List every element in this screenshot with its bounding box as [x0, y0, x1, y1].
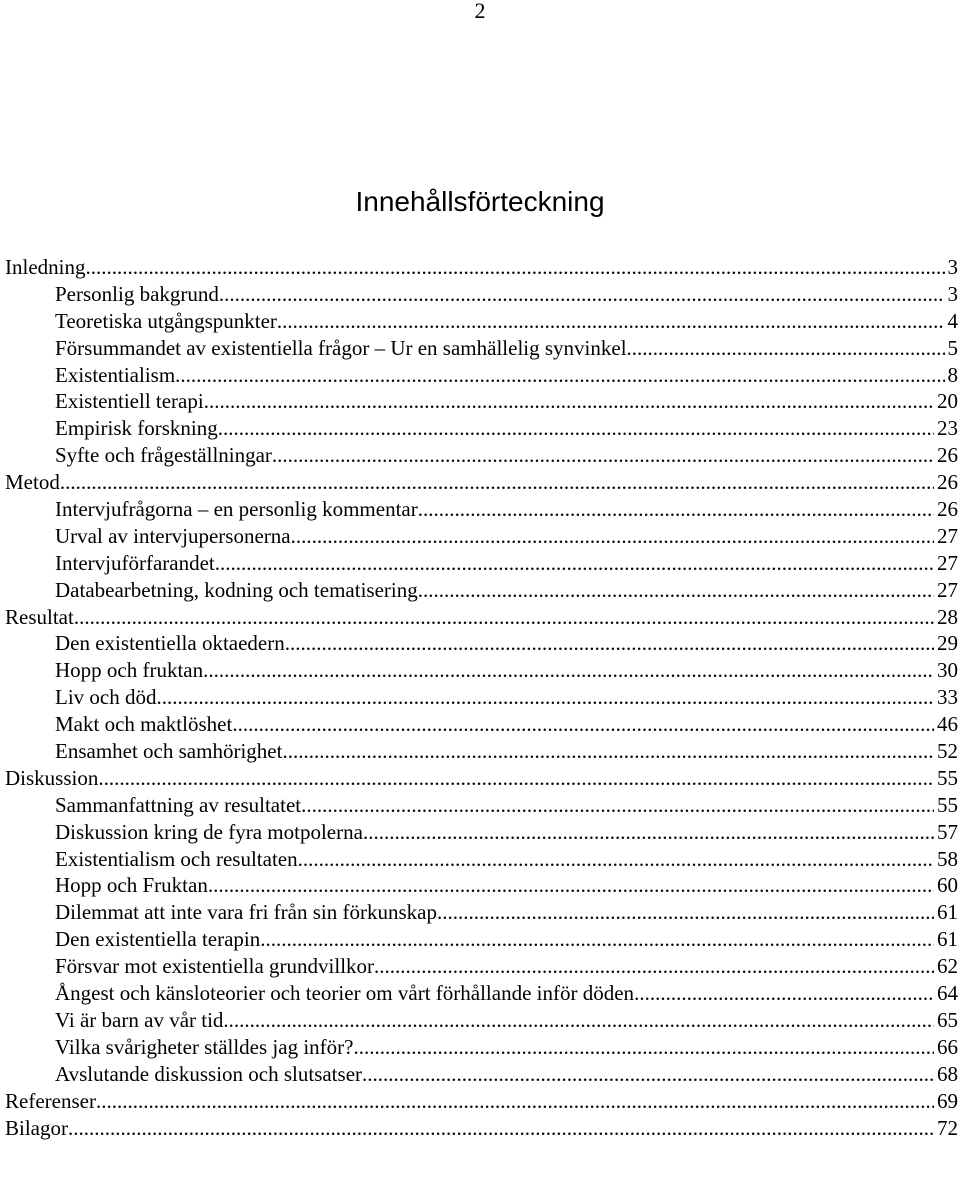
toc-dot-leader	[204, 388, 934, 415]
toc-entry[interactable]	[5, 254, 960, 281]
toc-entry[interactable]	[5, 550, 960, 577]
toc-entry-label: Existentialism och resultaten	[55, 846, 298, 871]
toc-dot-leader	[74, 604, 934, 631]
toc-entry-page-number: 46	[937, 712, 958, 737]
page-title: Innehållsförteckning	[355, 186, 605, 217]
toc-entry[interactable]	[5, 980, 960, 1007]
toc-entry[interactable]	[5, 523, 960, 550]
toc-entry[interactable]	[5, 953, 960, 980]
toc-entry-label: Metod	[5, 470, 60, 495]
toc-entry-page-number: 8	[947, 362, 958, 387]
toc-entry-page-number: 58	[937, 846, 958, 871]
toc-entry-page-number: 4	[947, 308, 958, 333]
toc-entry-page-number: 30	[937, 658, 958, 683]
toc-entry-page-number: 27	[937, 523, 958, 548]
toc-dot-leader	[68, 1115, 934, 1142]
toc-dot-leader	[291, 523, 934, 550]
toc-entry-label: Bilagor	[5, 1115, 68, 1140]
toc-entry-label: Hopp och Fruktan	[55, 873, 208, 898]
toc-entry[interactable]	[5, 577, 960, 604]
toc-dot-leader	[374, 953, 934, 980]
toc-dot-leader	[362, 1061, 934, 1088]
toc-entry-label: Vilka svårigheter ställdes jag inför?	[55, 1034, 354, 1059]
toc-entry-page-number: 55	[937, 765, 958, 790]
toc-entry-page-number: 5	[947, 335, 958, 360]
toc-entry-label: Teoretiska utgångspunkter	[55, 308, 277, 333]
toc-entry-page-number: 27	[937, 550, 958, 575]
toc-entry-label: Hopp och fruktan	[55, 658, 204, 683]
toc-entry-page-number: 29	[937, 631, 958, 656]
toc-entry-page-number: 65	[937, 1007, 958, 1032]
toc-entry-page-number: 72	[937, 1115, 958, 1140]
toc-dot-leader	[627, 335, 945, 362]
toc-dot-leader	[363, 819, 934, 846]
toc-dot-leader	[60, 469, 934, 496]
toc-dot-leader	[98, 765, 934, 792]
toc-entry[interactable]	[5, 1061, 960, 1088]
toc-entry-page-number: 27	[937, 577, 958, 602]
toc-entry-label: Makt och maktlöshet	[55, 712, 233, 737]
toc-entry-page-number: 62	[937, 954, 958, 979]
toc-entry-page-number: 20	[937, 389, 958, 414]
toc-dot-leader	[634, 980, 934, 1007]
toc-entry-label: Sammanfattning av resultatet	[55, 792, 302, 817]
toc-entry[interactable]	[5, 1115, 960, 1142]
toc-entry-page-number: 3	[947, 281, 958, 306]
toc-entry[interactable]	[5, 1088, 960, 1115]
toc-dot-leader	[282, 738, 934, 765]
toc-entry-label: Personlig bakgrund	[55, 281, 219, 306]
toc-entry-label: Existentialism	[55, 362, 176, 387]
toc-entry-label: Databearbetning, kodning och tematisering	[55, 577, 418, 602]
toc-entry-label: Syfte och frågeställningar	[55, 443, 272, 468]
toc-entry[interactable]	[5, 684, 960, 711]
toc-dot-leader	[353, 1034, 934, 1061]
toc-entry-page-number: 61	[937, 927, 958, 952]
toc-entry-page-number: 69	[937, 1088, 958, 1113]
toc-dot-leader	[272, 442, 934, 469]
toc-entry-page-number: 28	[937, 604, 958, 629]
toc-entry[interactable]	[5, 281, 960, 308]
toc-entry-label: Resultat	[5, 604, 74, 629]
toc-dot-leader	[218, 415, 934, 442]
toc-entry-label: Urval av intervjupersonerna	[55, 523, 291, 548]
toc-dot-leader	[418, 577, 934, 604]
toc-entry[interactable]	[5, 308, 960, 335]
toc-entry[interactable]	[5, 362, 960, 389]
toc-entry-label: Försummandet av existentiella frågor – Ur en samhällelig synvinkel	[55, 335, 627, 360]
toc-entry[interactable]	[5, 846, 960, 873]
toc-entry-label: Ensamhet och samhörighet	[55, 739, 283, 764]
toc-dot-leader	[418, 496, 934, 523]
toc-entry[interactable]	[5, 415, 960, 442]
toc-entry[interactable]	[5, 388, 960, 415]
toc-dot-leader	[298, 846, 934, 873]
toc-entry-page-number: 66	[937, 1034, 958, 1059]
toc-entry-page-number: 64	[937, 981, 958, 1006]
toc-dot-leader	[301, 792, 934, 819]
toc-dot-leader	[175, 362, 944, 389]
toc-entry[interactable]	[5, 738, 960, 765]
toc-entry[interactable]	[5, 469, 960, 496]
toc-entry[interactable]	[5, 765, 960, 792]
toc-entry-page-number: 3	[947, 255, 958, 279]
table-of-contents	[5, 254, 960, 1141]
toc-dot-leader	[215, 550, 934, 577]
toc-entry-label: Empirisk forskning	[55, 416, 218, 441]
toc-entry-page-number: 26	[937, 443, 958, 468]
toc-entry-label: Liv och död	[55, 685, 157, 710]
toc-dot-leader	[156, 684, 934, 711]
toc-entry-page-number: 52	[937, 739, 958, 764]
toc-dot-leader	[277, 308, 945, 335]
toc-entry[interactable]	[5, 1007, 960, 1034]
toc-entry-page-number: 68	[937, 1061, 958, 1086]
toc-entry-label: Vi är barn av vår tid	[55, 1007, 224, 1032]
toc-entry[interactable]	[5, 657, 960, 684]
toc-entry[interactable]	[5, 335, 960, 362]
toc-dot-leader	[203, 657, 934, 684]
toc-dot-leader	[285, 630, 934, 657]
toc-dot-leader	[96, 1088, 934, 1115]
toc-entry[interactable]	[5, 442, 960, 469]
toc-entry-page-number: 57	[937, 819, 958, 844]
toc-entry-page-number: 26	[937, 470, 958, 495]
toc-entry-label: Dilemmat att inte vara fri från sin förkunskap	[55, 900, 437, 925]
toc-entry-label: Diskussion kring de fyra motpolerna	[55, 819, 363, 844]
toc-entry[interactable]	[5, 819, 960, 846]
toc-entry-page-number: 23	[937, 416, 958, 441]
toc-entry-label: Försvar mot existentiella grundvillkor	[55, 954, 375, 979]
toc-dot-leader	[223, 1007, 934, 1034]
toc-entry-label: Inledning	[5, 255, 86, 279]
toc-entry-label: Referenser	[5, 1088, 96, 1113]
toc-entry-label: Intervjufrågorna – en personlig kommentar	[55, 497, 418, 522]
toc-entry-page-number: 61	[937, 900, 958, 925]
toc-entry-label: Avslutande diskussion och slutsatser	[55, 1061, 363, 1086]
toc-dot-leader	[232, 711, 934, 738]
toc-entry-label: Intervjuförfarandet	[55, 550, 215, 575]
toc-dot-leader	[260, 926, 934, 953]
toc-entry-page-number: 60	[937, 873, 958, 898]
page-number: 2	[474, 0, 486, 23]
toc-entry-label: Existentiell terapi	[55, 389, 204, 414]
toc-dot-leader	[85, 254, 944, 281]
toc-dot-leader	[208, 872, 934, 899]
toc-entry-page-number: 33	[937, 685, 958, 710]
toc-entry-label: Den existentiella oktaedern	[55, 631, 285, 656]
toc-entry-page-number: 26	[937, 497, 958, 522]
toc-entry[interactable]	[5, 630, 960, 657]
toc-entry[interactable]	[5, 872, 960, 899]
toc-entry[interactable]	[5, 1034, 960, 1061]
toc-entry[interactable]	[5, 926, 960, 953]
toc-entry[interactable]	[5, 604, 960, 631]
toc-dot-leader	[219, 281, 945, 308]
toc-entry-label: Ångest och känsloteorier och teorier om vårt förhållande inför döden	[55, 981, 635, 1006]
toc-entry-label: Diskussion	[5, 765, 99, 790]
toc-dot-leader	[437, 899, 934, 926]
toc-entry-page-number: 55	[937, 792, 958, 817]
toc-entry[interactable]	[5, 711, 960, 738]
toc-entry-label: Den existentiella terapin	[55, 927, 261, 952]
toc-entry[interactable]	[5, 899, 960, 926]
toc-entry[interactable]	[5, 496, 960, 523]
toc-entry[interactable]	[5, 792, 960, 819]
